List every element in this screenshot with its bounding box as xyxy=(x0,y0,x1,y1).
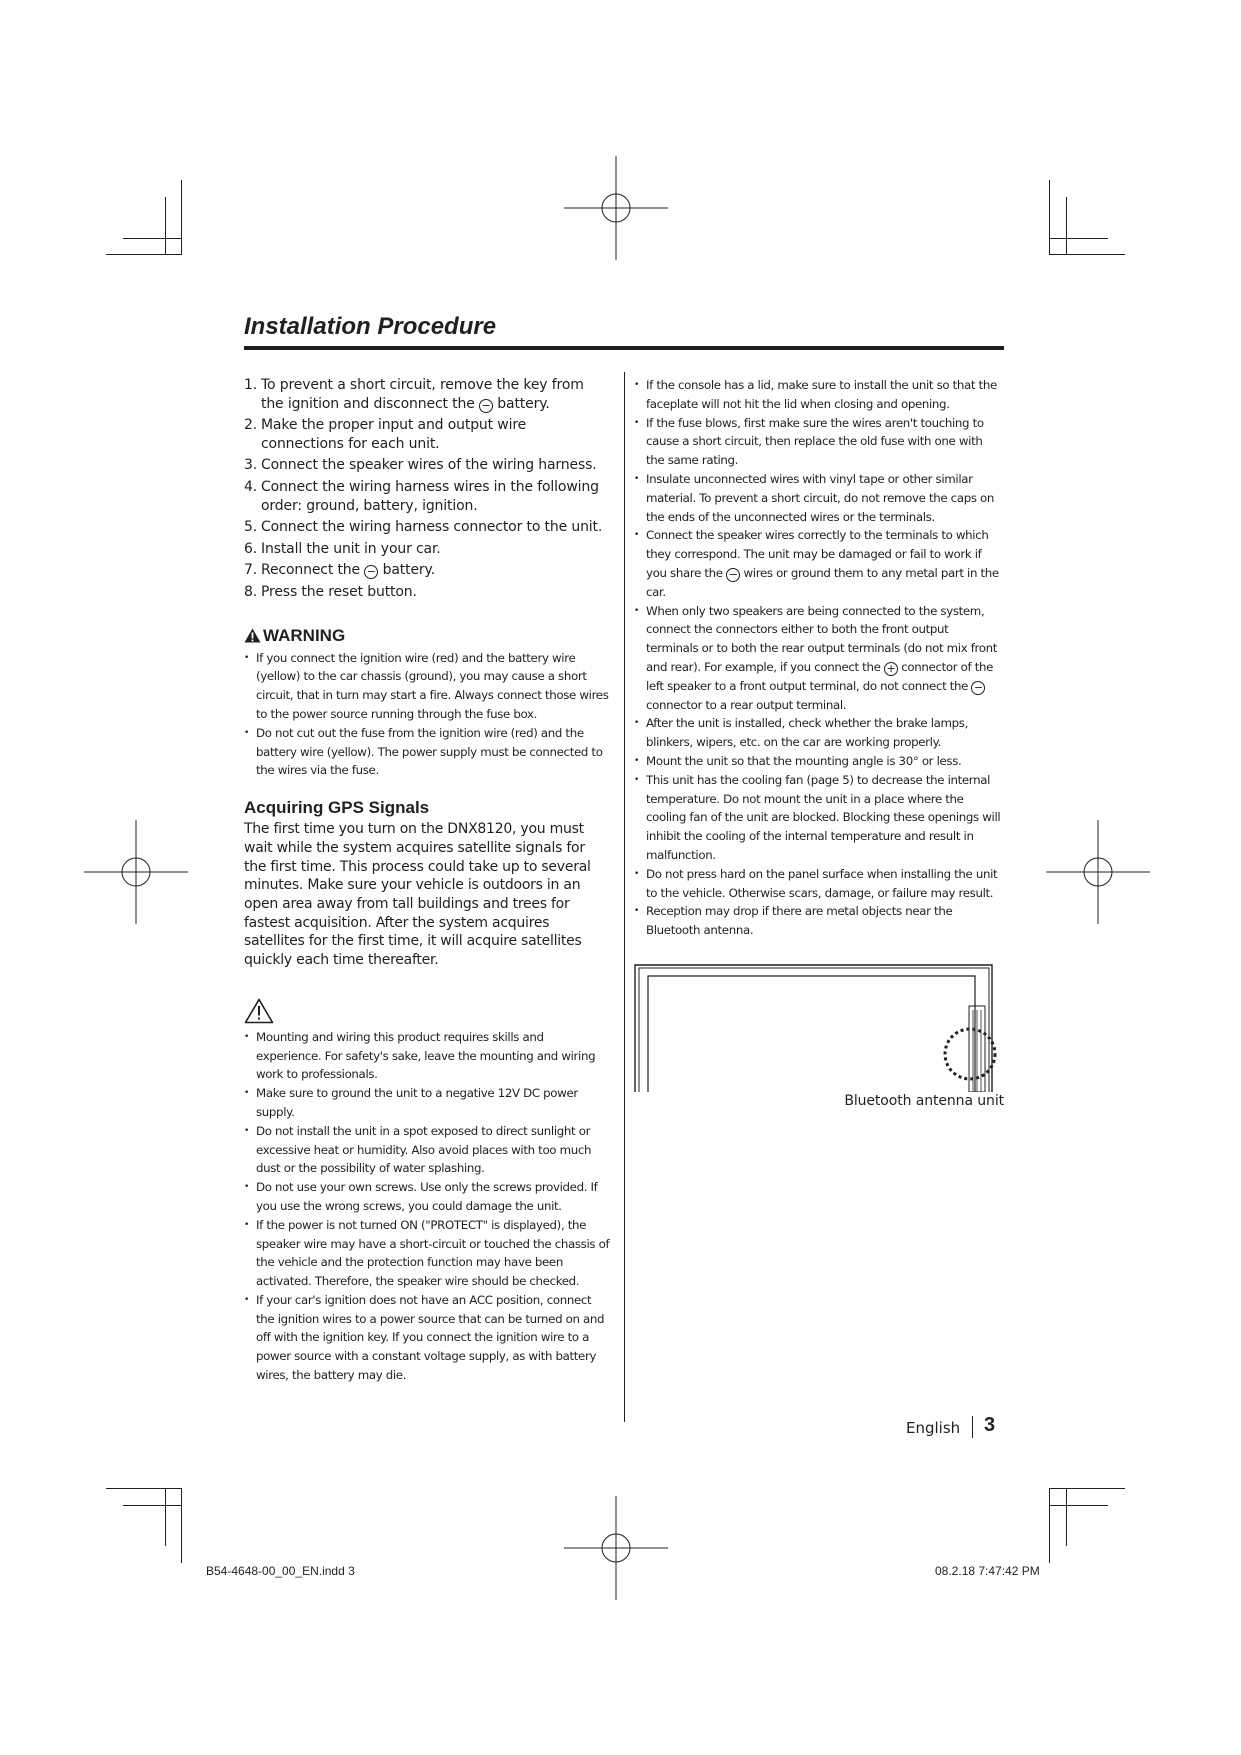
column-divider xyxy=(624,372,625,1422)
warning-heading: WARNING xyxy=(244,626,610,646)
minus-terminal-icon: − xyxy=(364,565,378,579)
warning-item: • If you connect the ignition wire (red) and the battery wire (yellow) to the car chassis (ground), you may cause a short circuit, that in turn may start a fire. Always connect those wires to the power source running through the fuse box. xyxy=(244,649,610,724)
installation-steps xyxy=(244,376,610,602)
precaution-item: • Insulate unconnected wires with vinyl tape or other similar material. To prevent a short circuit, do not remove the caps on the ends of the unconnected wires or the terminals. xyxy=(634,470,1004,526)
minus-terminal-icon: − xyxy=(971,681,985,695)
crop-mark-br-h xyxy=(1049,1488,1125,1489)
title-rule xyxy=(244,346,1004,350)
precaution-item: • This unit has the cooling fan (page 5) to decrease the internal temperature. Do not mount the unit in a place where the cooling fan of the unit are blocked. Blocking these openings will inhibit the cooling of the internal temperature and result in malfunction. xyxy=(634,771,1004,865)
crop-mark-br-h2 xyxy=(1049,1505,1108,1506)
caution-item: • Make sure to ground the unit to a negative 12V DC power supply. xyxy=(244,1084,610,1122)
crop-mark-tl-h xyxy=(106,254,182,255)
crop-mark-tr-v2 xyxy=(1066,197,1067,255)
precaution-item: • Mount the unit so that the mounting angle is 30° or less. xyxy=(634,752,1004,771)
warning-list xyxy=(244,649,610,781)
precaution-item: • Connect the speaker wires correctly to the terminals to which they correspond. The unit may be damaged or fail to work if you share the − wires or ground them to any metal part in the car. xyxy=(634,526,1004,601)
right-column xyxy=(634,376,1004,1110)
step-number: 1. xyxy=(244,377,258,393)
crop-mark-bl-h xyxy=(106,1488,182,1489)
crop-mark-br-v xyxy=(1049,1488,1050,1563)
step-item: 8. Press the reset button. xyxy=(244,583,417,600)
crop-mark-bl-h2 xyxy=(123,1505,182,1506)
crop-mark-bl-v2 xyxy=(165,1488,166,1546)
caution-list xyxy=(244,1028,610,1385)
gps-heading: Acquiring GPS Signals xyxy=(244,798,430,818)
registration-mark-left xyxy=(84,820,188,924)
crop-mark-tr-h2 xyxy=(1049,238,1108,239)
precautions-list xyxy=(634,376,1004,940)
step-number: 6. xyxy=(244,540,258,557)
plus-terminal-icon: + xyxy=(884,662,898,676)
antenna-caption: Bluetooth antenna unit xyxy=(844,1092,1004,1109)
crop-mark-tl-v xyxy=(181,180,182,255)
registration-mark-bottom xyxy=(564,1496,668,1600)
step-number: 5. xyxy=(244,519,258,536)
print-slug-timestamp: 08.2.18 7:47:42 PM xyxy=(935,1564,1040,1578)
step-number: 4. xyxy=(244,478,258,495)
footer-separator xyxy=(972,1416,973,1438)
registration-mark-top xyxy=(564,156,668,260)
step-item: 5. Connect the wiring harness connector to the unit. xyxy=(244,519,603,536)
caution-item: • Do not use your own screws. Use only the screws provided. If you use the wrong screws, you could damage the unit. xyxy=(244,1178,610,1216)
step-item: 3. Connect the speaker wires of the wiring harness. xyxy=(244,457,597,474)
caution-item: • Do not install the unit in a spot exposed to direct sunlight or excessive heat or humidity. Also avoid places with too much dust or the possibility of water splashing. xyxy=(244,1122,610,1178)
precaution-item: • Reception may drop if there are metal objects near the Bluetooth antenna. xyxy=(634,902,1004,940)
step-number: 3. xyxy=(244,457,258,474)
precaution-item: • When only two speakers are being connected to the system, connect the connectors either to both the front output terminals or to both the rear output terminals (do not mix front and rear). For example, if you connect the + connector of the left speaker to a front output terminal, do not connect the − connector to a rear output terminal. xyxy=(634,602,1004,715)
minus-terminal-icon: − xyxy=(479,399,493,413)
step-number: 7. xyxy=(244,562,258,579)
step-item: 6. Install the unit in your car. xyxy=(244,540,441,557)
crop-mark-tl-v2 xyxy=(165,197,166,255)
precaution-item: • Do not press hard on the panel surface when installing the unit to the vehicle. Otherwise scars, damage, or failure may result. xyxy=(634,865,1004,903)
crop-mark-tr-v xyxy=(1049,180,1050,255)
crop-mark-br-v2 xyxy=(1066,1488,1067,1546)
minus-terminal-icon: − xyxy=(726,568,740,582)
crop-mark-tr-h xyxy=(1049,254,1125,255)
warning-item: • Do not cut out the fuse from the ignition wire (red) and the battery wire (yellow). The power supply must be connected to the wires via the fuse. xyxy=(244,724,610,780)
page-number: 3 xyxy=(984,1414,996,1436)
warning-triangle-icon xyxy=(244,628,261,643)
step-item: 1. To prevent a short circuit, remove the key from the ignition and disconnect the − battery. xyxy=(244,377,584,412)
gps-body: The first time you turn on the DNX8120, you must wait while the system acquires satellite signals for the first time. This process could take up to several minutes. Make sure your vehicle is outdoors in an open area away from tall buildings and trees for fastest acquisition. After the system acquires satellites for the first time, it will acquire satellites quickly each time thereafter. xyxy=(244,821,591,969)
crop-mark-bl-v xyxy=(181,1488,182,1563)
caution-item: • Mounting and wiring this product requires skills and experience. For safety's sake, leave the mounting and wiring work to professionals. xyxy=(244,1028,610,1084)
print-slug-file: B54-4648-00_00_EN.indd 3 xyxy=(206,1564,355,1578)
step-item: 7. Reconnect the − battery. xyxy=(244,562,435,579)
left-column xyxy=(244,376,610,1385)
step-item: 2. Make the proper input and output wire connections for each unit. xyxy=(244,417,527,452)
registration-mark-right xyxy=(1046,820,1150,924)
step-number: 8. xyxy=(244,583,258,600)
crop-mark-tl-h2 xyxy=(123,238,182,239)
caution-item: • If the power is not turned ON ("PROTECT" is displayed), the speaker wire may have a short-circuit or touched the chassis of the vehicle and the protection function may have been activated. Therefore, the speaker wire should be checked. xyxy=(244,1216,610,1291)
footer-language: English xyxy=(906,1419,961,1437)
page-title: Installation Procedure xyxy=(244,313,497,340)
precaution-item: • After the unit is installed, check whether the brake lamps, blinkers, wipers, etc. on the car are working properly. xyxy=(634,714,1004,752)
precaution-item: • If the fuse blows, first make sure the wires aren't touching to cause a short circuit, then replace the old fuse with one with the same rating. xyxy=(634,414,1004,470)
step-number: 2. xyxy=(244,417,258,434)
caution-item: • If your car's ignition does not have an ACC position, connect the ignition wires to a power source that can be turned on and off with the ignition key. If you connect the ignition wire to a power source with a constant voltage supply, as with battery wires, the battery may die. xyxy=(244,1291,610,1385)
bluetooth-antenna-diagram xyxy=(634,964,1004,1092)
precaution-item: • If the console has a lid, make sure to install the unit so that the faceplate will not hit the lid when closing and opening. xyxy=(634,376,1004,414)
step-item: 4. Connect the wiring harness wires in the following order: ground, battery, ignition. xyxy=(244,478,599,514)
caution-triangle-icon xyxy=(244,998,274,1024)
